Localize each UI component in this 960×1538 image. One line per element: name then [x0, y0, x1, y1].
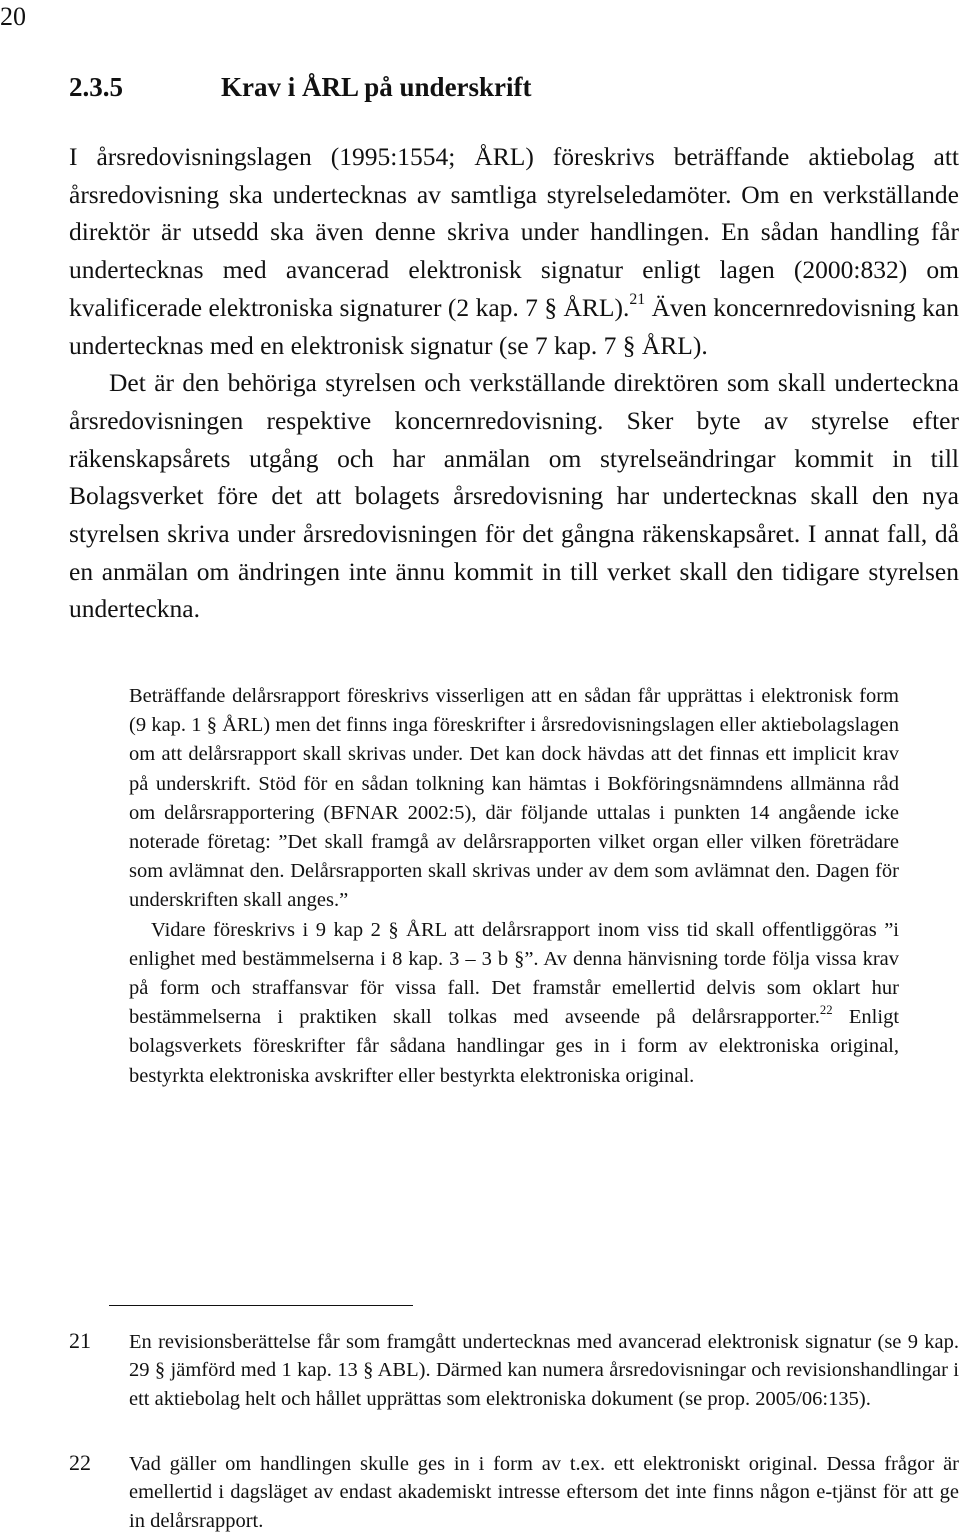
small-paragraph-2-text-b: Enligt bolagsverkets föreskrifter får sådana handlingar ges in i form av elektroniska original, bestyrkta elektroniska avskrifter eller bestyrkta elektroniska original. [129, 1006, 900, 1087]
footnote-number: 22 [69, 1450, 91, 1475]
footnote-divider [109, 1305, 413, 1306]
footnote-number: 21 [69, 1328, 91, 1353]
small-paragraph-1: Beträffande delårsrapport föreskrivs visserligen att en sådan får upprättas i elektronisk form (9 kap. 1 § ÅRL) men det finns inga föreskrifter i årsredovisningslagen eller aktiebolagslagen om att delårsrapport skall skrivas under. Det kan dock hävdas att det finnas ett implicit krav på underskrift. Stöd för en sådan tolkning kan hämtas i Bokföringsnämndens allmänna råd om delårsrapportering (BFNAR 2002:5), där följande uttalas i punkten 14 angående icke noterade företag: ”Det skall framgå av delårsrapporten vilket organ eller vilken företrädare som avlämnat den. Delårsrapporten skall skrivas under av dem som avlämnat den. Dagen för underskriften skall anges.” [129, 685, 899, 912]
section-heading [69, 72, 532, 103]
section-title: Krav i ÅRL på underskrift [221, 72, 532, 102]
footnote [69, 1328, 960, 1413]
main-paragraph-2: Det är den behöriga styrelsen och verkställande direktören som skall underteckna årsredovisningen respektive koncernredovisning. Sker byte av styrelse efter räkenskapsårets utgång och har anmälan om styrelseändringar kommit in till Bolagsverket före det att bolagets årsredovisning har undertecknas skall den nya styrelsen skriva under årsredovisningen för det gångna räkenskapsåret. I annat fall, då en anmälan om ändringen inte ännu kommit in till verket skall den tidigare styrelsen underteckna. [69, 368, 959, 624]
indented-block [129, 682, 899, 1091]
main-body [69, 138, 959, 628]
footnote [69, 1450, 960, 1535]
small-paragraph-2-text-a: Vidare föreskrivs i 9 kap 2 § ÅRL att delårsrapport inom viss tid skall offentliggöras ”i enlighet med bestämmelserna i 8 kap. 3 – 3 b §”. Av denna hänvisning torde följa vissa krav på form och straffansvar för vissa fall. Det framstår emellertid delvis som oklart hur bestämmelserna i praktiken skall tolkas med avseende på delårsrapporter. [129, 918, 899, 1029]
footnote-ref-22[interactable]: 22 [819, 1002, 833, 1017]
page-number: 20 [0, 2, 26, 31]
small-paragraph-2 [129, 916, 899, 1091]
footnote-text: Vad gäller om handlingen skulle ges in i form av t.ex. ett elektroniskt original. Dessa frågor är emellertid i dagsläget av endast akademiskt intresse eftersom det inte finns någon e-tjänst för att ge in delårsrapport. [129, 1453, 959, 1532]
footnote-text: En revisionsberättelse får som framgått undertecknas med avancerad elektronisk signatur (se 9 kap. 29 § jämförd med 1 kap. 13 § ABL). Därmed kan numera årsredovisningar och revisionshandlingar i ett aktiebolag helt och hållet upprättas som elektroniska dokument (se prop. 2005/06:135). [129, 1331, 959, 1410]
main-paragraph-1 [69, 138, 959, 364]
footnote-ref-21[interactable]: 21 [629, 290, 646, 308]
main-paragraph-1-text-b: Även koncernredovisning kan undertecknas med en elektronisk signatur (se 7 kap. 7 § ÅRL). [69, 292, 959, 360]
main-paragraph-1-text-a: I årsredovisningslagen (1995:1554; ÅRL) föreskrivs beträffande aktiebolag att årsredovisning ska undertecknas av samtliga styrelseledamöter. Om en verkställande direktör är utsedd ska även denne skriva under handlingen. En sådan handling får undertecknas med avancerad elektronisk signatur enligt lagen (2000:832) om kvalificerade elektroniska signaturer (2 kap. 7 § ÅRL). [69, 142, 959, 322]
section-number: 2.3.5 [69, 72, 123, 102]
